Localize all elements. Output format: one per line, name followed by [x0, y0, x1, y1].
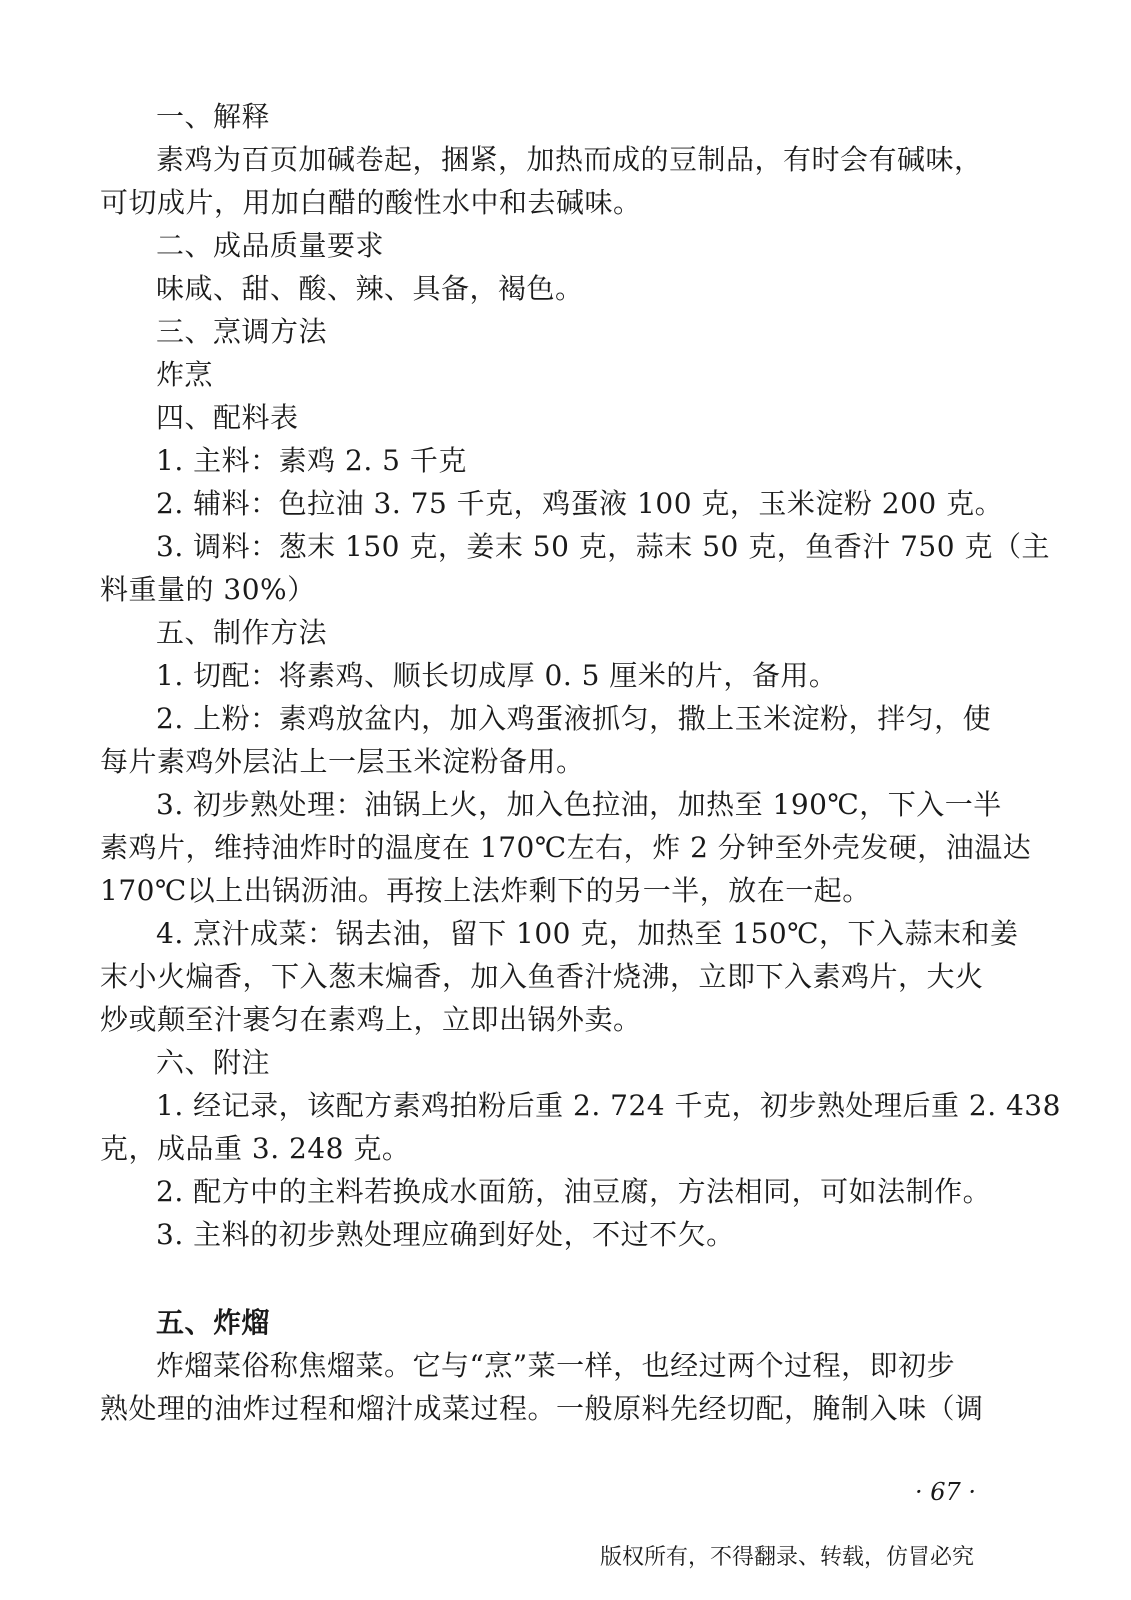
text-line: 素鸡为百页加碱卷起，捆紧，加热而成的豆制品，有时会有碱味，: [156, 143, 983, 176]
text-line: 3. 主料的初步熟处理应确到好处，不过不欠。: [156, 1218, 735, 1251]
text-line: 每片素鸡外层沾上一层玉米淀粉备用。: [100, 745, 585, 778]
text-line: 末小火煸香，下入葱末煸香，加入鱼香汁烧沸，立即下入素鸡片，大火: [100, 960, 984, 993]
page-number: · 67 ·: [915, 1478, 977, 1506]
text-line: 3. 调料：葱末 150 克，姜末 50 克，蒜末 50 克，鱼香汁 750 克（主: [156, 530, 1050, 563]
copyright-footer: 版权所有，不得翻录、转载，仿冒必究: [600, 1545, 975, 1570]
recipe-text: [100, 95, 1061, 1256]
text-line: 五、制作方法: [156, 616, 328, 649]
section-text: [100, 1344, 1030, 1430]
text-line: 料重量的 30%）: [100, 573, 316, 606]
text-line: 炸烹: [156, 358, 214, 391]
text-line: 四、配料表: [156, 401, 299, 434]
section-heading: 五、炸熘: [156, 1306, 271, 1339]
text-line: 3. 初步熟处理：油锅上火，加入色拉油，加热至 190℃，下入一半: [156, 788, 1002, 821]
text-line: 克，成品重 3. 248 克。: [100, 1132, 411, 1165]
text-line: 炸熘菜俗称焦熘菜。它与“烹”菜一样，也经过两个过程，即初步: [156, 1349, 956, 1382]
text-line: 2. 上粉：素鸡放盆内，加入鸡蛋液抓匀，撒上玉米淀粉，拌匀，使: [156, 702, 992, 735]
text-line: 1. 切配：将素鸡、顺长切成厚 0. 5 厘米的片，备用。: [156, 659, 838, 692]
text-line: 170℃以上出锅沥油。再按上法炸剩下的另一半，放在一起。: [100, 874, 871, 907]
text-line: 炒或颠至汁裹匀在素鸡上，立即出锅外卖。: [100, 1003, 642, 1036]
text-line: 一、解释: [156, 100, 271, 133]
text-line: 可切成片，用加白醋的酸性水中和去碱味。: [100, 186, 642, 219]
text-line: 2. 辅料：色拉油 3. 75 千克，鸡蛋液 100 克，玉米淀粉 200 克。: [156, 487, 1004, 520]
text-line: 味咸、甜、酸、辣、具备，褐色。: [156, 272, 584, 305]
section-gap: [100, 1256, 1030, 1301]
text-line: 熟处理的油炸过程和熘汁成菜过程。一般原料先经切配，腌制入味（调: [100, 1392, 984, 1425]
page-body: [100, 95, 1061, 1430]
text-line: 4. 烹汁成菜：锅去油，留下 100 克，加热至 150℃，下入蒜末和姜: [156, 917, 1019, 950]
text-line: 三、烹调方法: [156, 315, 328, 348]
text-line: 二、成品质量要求: [156, 229, 385, 262]
text-line: 2. 配方中的主料若换成水面筋，油豆腐，方法相同，可如法制作。: [156, 1175, 992, 1208]
text-line: 素鸡片，维持油炸时的温度在 170℃左右，炸 2 分钟至外壳发硬，油温达: [100, 831, 1032, 864]
text-line: 1. 经记录，该配方素鸡拍粉后重 2. 724 千克，初步熟处理后重 2. 438: [156, 1089, 1061, 1122]
text-line: 1. 主料：素鸡 2. 5 千克: [156, 444, 467, 477]
text-line: 六、附注: [156, 1046, 271, 1079]
